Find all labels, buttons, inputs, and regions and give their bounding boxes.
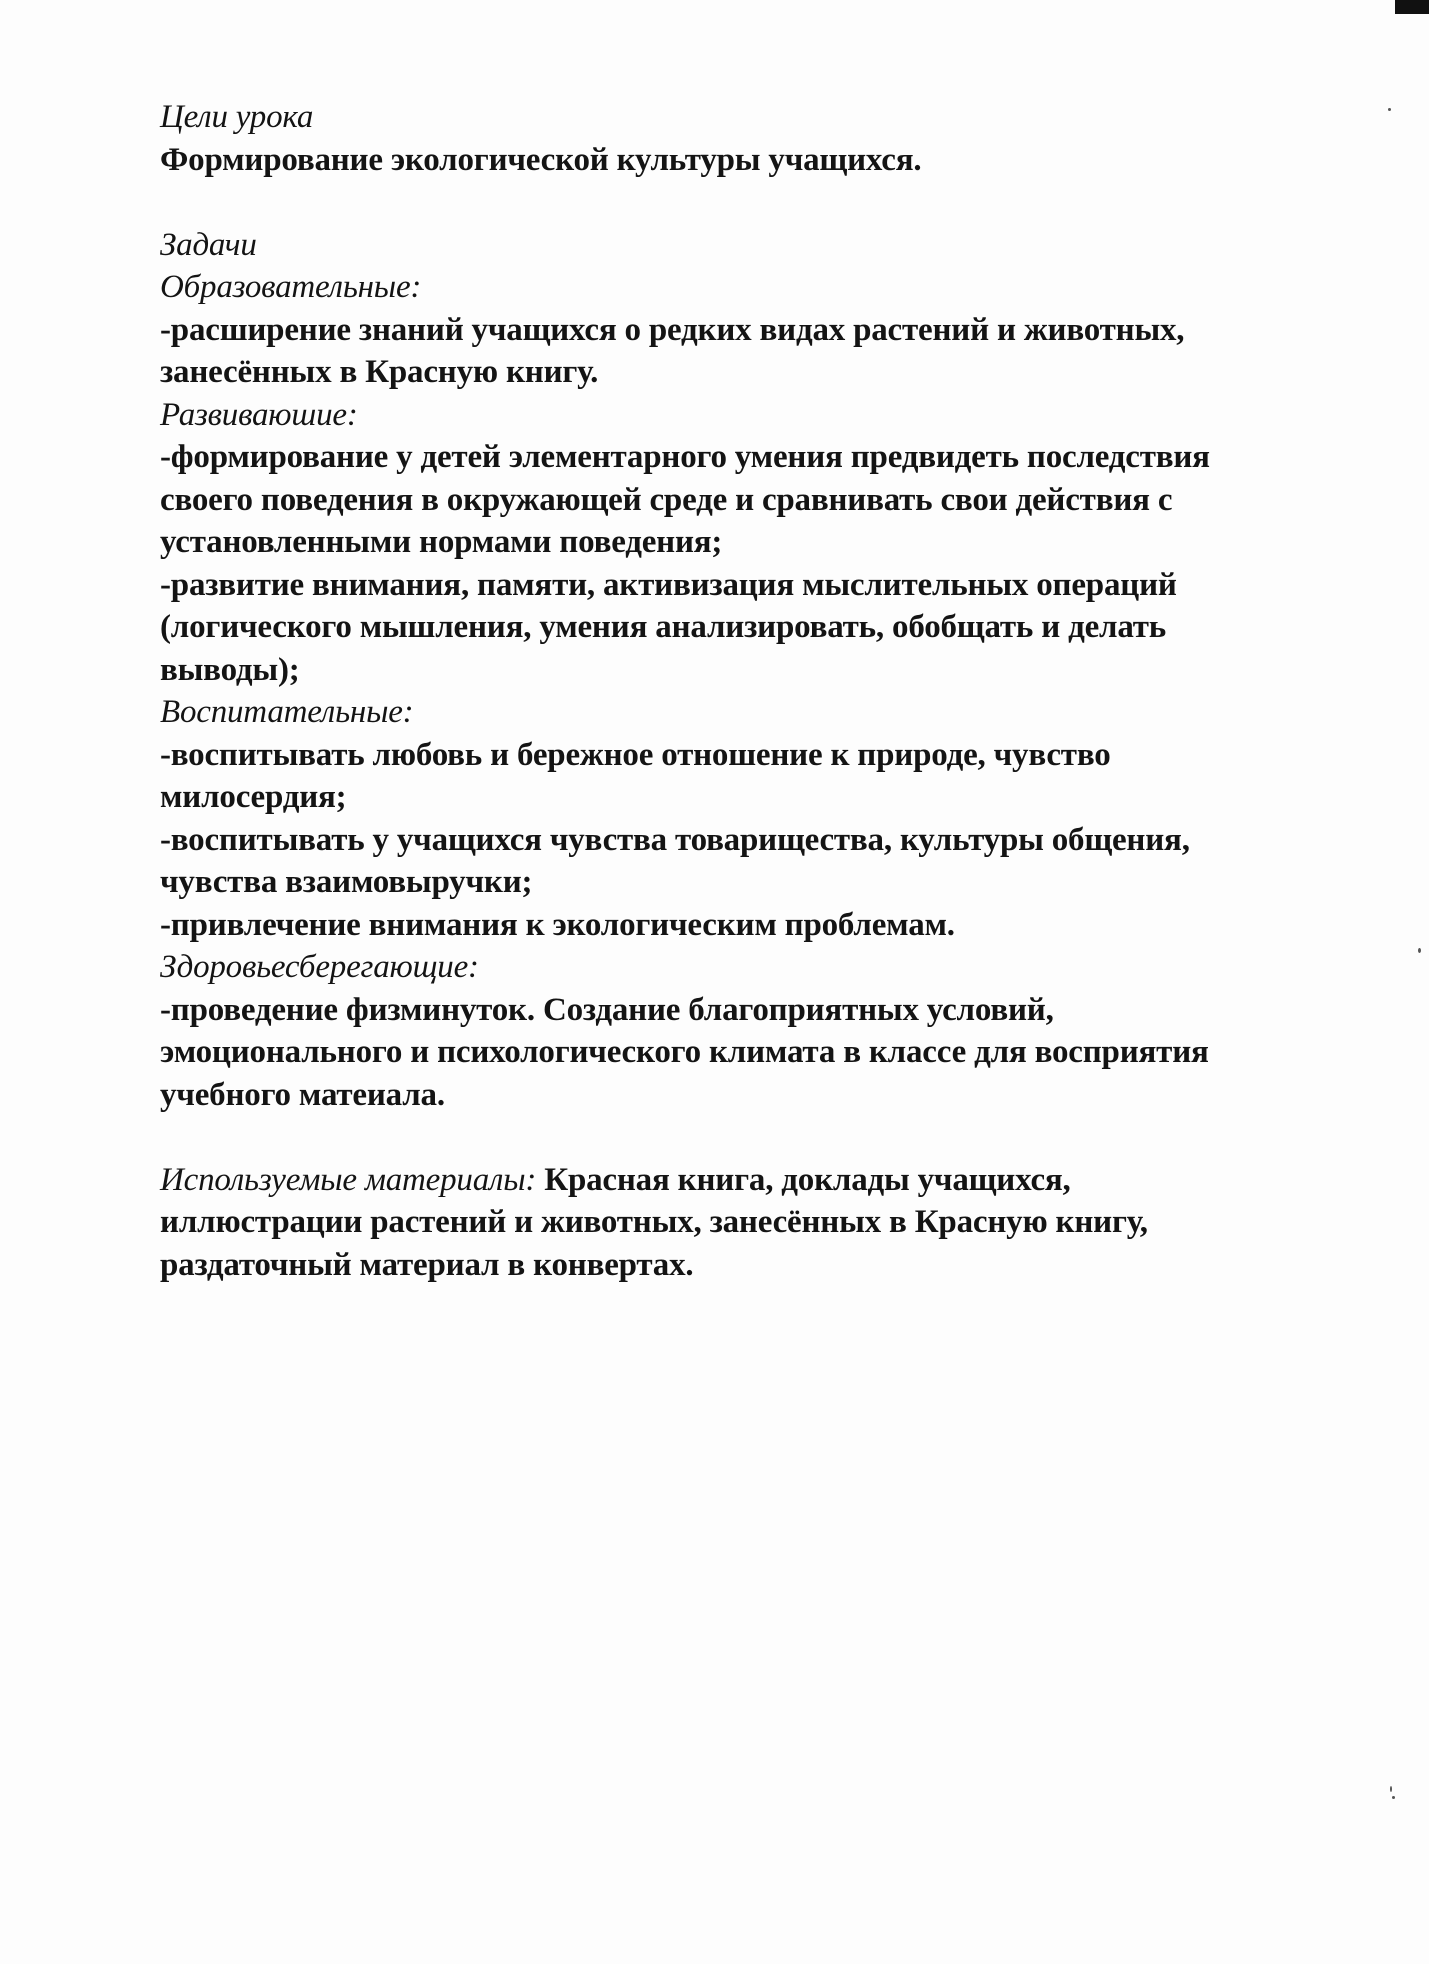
materials-first-line (160, 1159, 1340, 1202)
section-line: выводы); (160, 651, 300, 688)
section-line: -формирование у детей элементарного умения предвидеть последствия (160, 439, 1210, 475)
section-heading-health: Здоровьесберегающие: (160, 949, 479, 985)
section-line: установленными нормами поведения; (160, 524, 723, 560)
section-line: учебного матеиала. (160, 1076, 445, 1113)
section-line: -воспитывать у учащихся чувства товарищества, культуры общения, (160, 821, 1190, 858)
materials-label: Используемые материалы: (160, 1161, 537, 1198)
scan-speck (1388, 108, 1391, 111)
lesson-plan-text (160, 96, 1340, 1286)
spacer (160, 1116, 1340, 1159)
section-line: (логического мышления, умения анализировать, обобщать и делать (160, 609, 1167, 645)
section-line: эмоционального и психологического климата в классе для восприятия (160, 1034, 1209, 1070)
section-line: -проведение физминуток. Создание благоприятных условий, (160, 991, 1054, 1028)
section-line: милосердия; (160, 779, 347, 815)
spacer (160, 181, 1340, 224)
section-line: -развитие внимания, памяти, активизация мыслительных операций (160, 566, 1177, 603)
scan-speck (1390, 1786, 1392, 1792)
tasks-heading: Задачи (160, 226, 257, 263)
section-line: -привлечение внимания к экологическим проблемам. (160, 906, 955, 943)
section-heading-developing: Развиваюшие: (160, 396, 358, 433)
goals-text: Формирование экологической культуры учащихся. (160, 141, 922, 178)
materials-line: иллюстрации растений и животных, занесённых в Красную книгу, (160, 1204, 1148, 1240)
goals-heading: Цели урока (160, 99, 314, 135)
scan-speck (1392, 1796, 1395, 1799)
materials-text: Красная книга, доклады учащихся, (536, 1161, 1071, 1198)
section-line: занесённых в Красную книгу. (160, 354, 599, 390)
section-line: -воспитывать любовь и бережное отношение к природе, чувство (160, 736, 1111, 773)
section-line: -расширение знаний учащихся о редких видах растений и животных, (160, 311, 1185, 348)
materials-line: раздаточный материал в конвертах. (160, 1246, 694, 1283)
section-heading-educational: Образовательные: (160, 269, 422, 305)
section-heading-upbringing: Воспитательные: (160, 694, 414, 730)
scan-speck (1418, 948, 1421, 953)
section-line: своего поведения в окружающей среде и сравнивать свои действия с (160, 481, 1173, 518)
scan-corner-mark (1395, 0, 1429, 14)
section-line: чувства взаимовыручки; (160, 864, 533, 900)
